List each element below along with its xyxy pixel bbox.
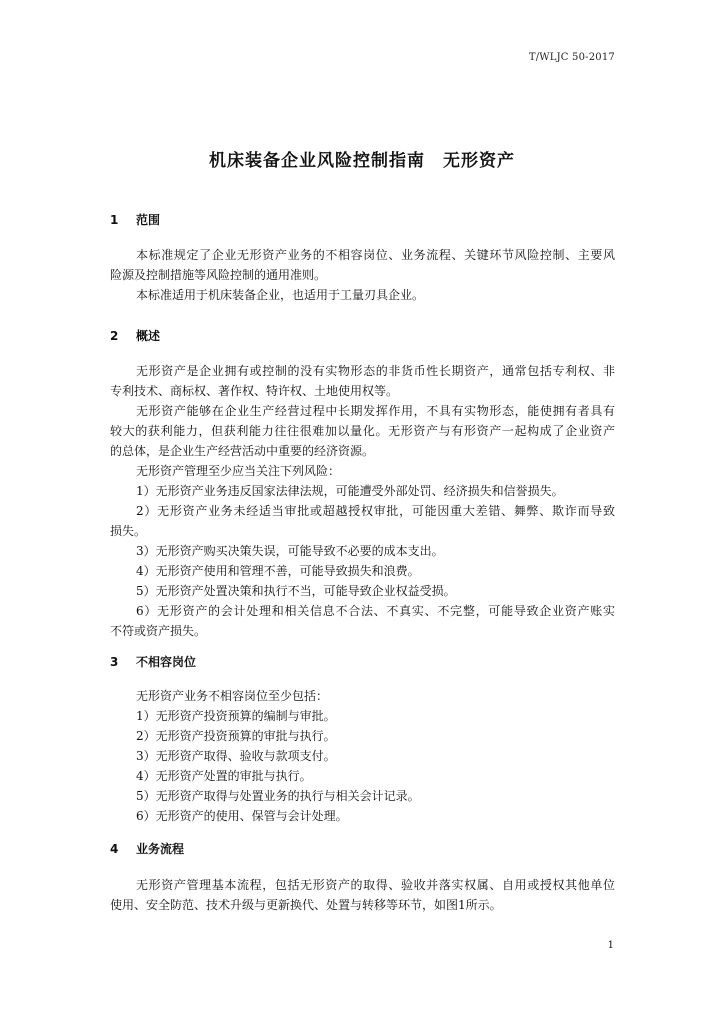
paragraph-line: 本标准规定了企业无形资产业务的不相容岗位、业务流程、关键环节风险控制、主要风 <box>136 248 615 262</box>
section-number: 1 <box>110 213 119 227</box>
paragraph-line: 无形资产业务不相容岗位至少包括： <box>136 689 329 703</box>
section-heading <box>110 211 160 228</box>
list-item: 5）无形资产取得与处置业务的执行与相关会计记录。 <box>136 789 420 803</box>
section-heading <box>110 840 184 857</box>
page-number: 1 <box>607 940 614 951</box>
section-title: 范围 <box>136 213 161 227</box>
paragraph-line: 较大的获利能力，但获利能力往往很难加以量化。无形资产与有形资产一起构成了企业资产 <box>110 424 615 438</box>
section-number: 4 <box>110 842 119 856</box>
paragraph-line: 无形资产是企业拥有或控制的没有实物形态的非货币性长期资产，通常包括专利权、非 <box>136 364 615 378</box>
paragraph-line: 本标准适用于机床装备企业，也适用于工量刃具企业。 <box>136 288 425 302</box>
section-heading <box>110 653 196 670</box>
list-item: 5）无形资产处置决策和执行不当，可能导致企业权益受损。 <box>136 584 456 598</box>
section-title: 概述 <box>136 329 161 343</box>
list-item: 2）无形资产投资预算的审批与执行。 <box>136 729 336 743</box>
section-body <box>110 686 615 826</box>
paragraph-line: 损失。 <box>110 524 147 538</box>
document-title: 机床装备企业风险控制指南 无形资产 <box>209 151 515 171</box>
paragraph-line: 无形资产管理至少应当关注下列风险： <box>136 464 341 478</box>
list-item: 3）无形资产购买决策失误，可能导致不必要的成本支出。 <box>136 544 444 558</box>
paragraph-line: 险源及控制措施等风险控制的通用准则。 <box>110 268 327 282</box>
section-body <box>110 361 615 641</box>
paragraph-line: 的总体，是企业生产经营活动中重要的经济资源。 <box>110 444 375 458</box>
paragraph-line: 无形资产能够在企业生产经营过程中长期发挥作用，不具有实物形态，能使拥有者具有 <box>136 404 615 418</box>
section-body <box>110 875 615 915</box>
section-number: 2 <box>110 329 119 343</box>
section-heading <box>110 327 160 344</box>
section-body <box>110 245 615 305</box>
list-item: 4）无形资产处置的审批与执行。 <box>136 769 312 783</box>
paragraph-line: 不符或资产损失。 <box>110 624 207 638</box>
list-item: 2）无形资产业务未经适当审批或超越授权审批，可能因重大差错、舞弊、欺诈而导致 <box>136 504 615 518</box>
list-item: 1）无形资产业务违反国家法律法规，可能遭受外部处罚、经济损失和信誉损失。 <box>136 484 564 498</box>
list-item: 6）无形资产的会计处理和相关信息不合法、不真实、不完整，可能导致企业资产账实 <box>136 604 615 618</box>
section-title: 业务流程 <box>136 842 185 856</box>
document-code: T/WLJC 50-2017 <box>528 52 615 63</box>
list-item: 1）无形资产投资预算的编制与审批。 <box>136 709 336 723</box>
section-title: 不相容岗位 <box>136 655 197 669</box>
paragraph-line: 使用、安全防范、技术升级与更新换代、处置与转移等环节，如图1所示。 <box>110 898 502 912</box>
list-item: 6）无形资产的使用、保管与会计处理。 <box>136 809 348 823</box>
list-item: 4）无形资产使用和管理不善，可能导致损失和浪费。 <box>136 564 420 578</box>
list-item: 3）无形资产取得、验收与款项支付。 <box>136 749 336 763</box>
paragraph-line: 专利技术、商标权、著作权、特许权、土地使用权等。 <box>110 384 399 398</box>
paragraph-line: 无形资产管理基本流程，包括无形资产的取得、验收并落实权属、自用或授权其他单位 <box>136 878 615 892</box>
section-number: 3 <box>110 655 119 669</box>
